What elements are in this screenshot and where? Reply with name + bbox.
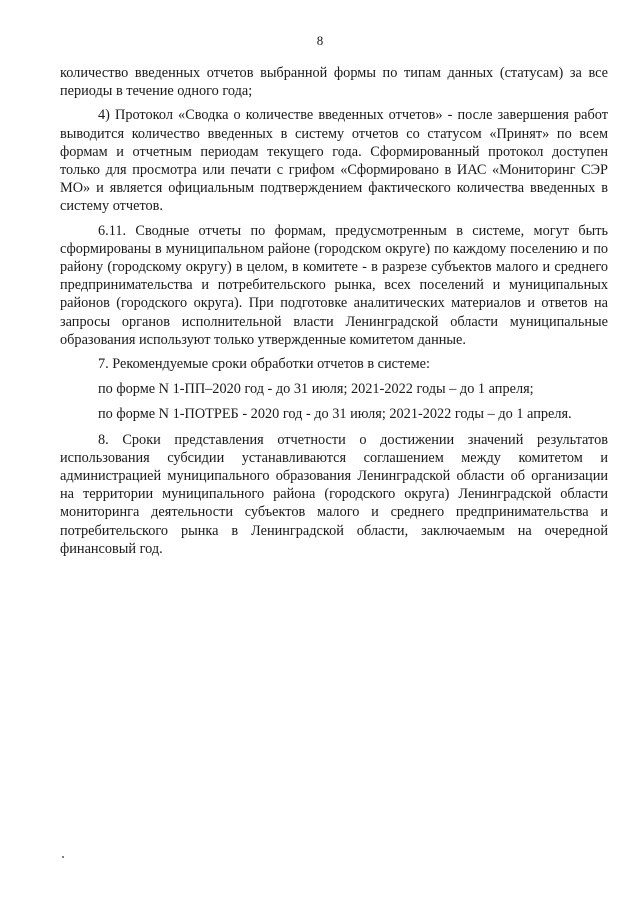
deadline-form-1-pp: по форме N 1-ПП–2020 год - до 31 июля; 2021-2022 годы – до 1 апреля; — [98, 381, 534, 398]
paragraph-7-processing-deadlines: 7. Рекомендуемые сроки обработки отчетов в системе: — [98, 356, 430, 373]
scan-speck — [62, 856, 64, 858]
paragraph-6-11-summary-reports: 6.11. Сводные отчеты по формам, предусмотренным в системе, могут быть сформированы в муниципальном районе (городском округе) по каждому поселению и по району (городскому округу) в целом, в комитете - в разрезе субъектов малого и среднего предпринимательства и потребительского рынка, всех поселений и муниципальных районов (городского округа). При подготовке аналитических материалов и ответов на запросы органов исполнительной власти Ленинградской области муниципальные образования используют только утвержденные комитетом данные. — [60, 222, 608, 348]
page-number: 8 — [316, 33, 324, 48]
deadline-form-1-potreb: по форме N 1-ПОТРЕБ - 2020 год - до 31 июля; 2021-2022 годы – до 1 апреля. — [98, 406, 572, 423]
document-body — [60, 64, 608, 564]
paragraph-continuation: количество введенных отчетов выбранной формы по типам данных (статусам) за все периоды в течение одного года; — [60, 65, 608, 100]
paragraph-protocol-summary: 4) Протокол «Сводка о количестве введенных отчетов» - после завершения работ выводится количество введенных в систему отчетов со статусом «Принят» по всем формам и отчетным периодам текущего года. Сформированный протокол доступен только для просмотра или печати с грифом «Сформировано в ИАС «Мониторинг СЭР МО» и является официальным подтверждением фактического количества введенных в систему отчетов. — [60, 107, 608, 215]
paragraph-8-reporting-deadlines: 8. Сроки представления отчетности о достижении значений результатов использования субсидии устанавливаются соглашением между комитетом и администрацией муниципального образования Ленинградской области об организации на территории муниципального района (городского округа) Ленинградской области мониторинга деятельности субъектов малого и среднего предпринимательства и потребительского рынка в Ленинградской области, заключаемым на очередной финансовый год. — [60, 431, 608, 557]
